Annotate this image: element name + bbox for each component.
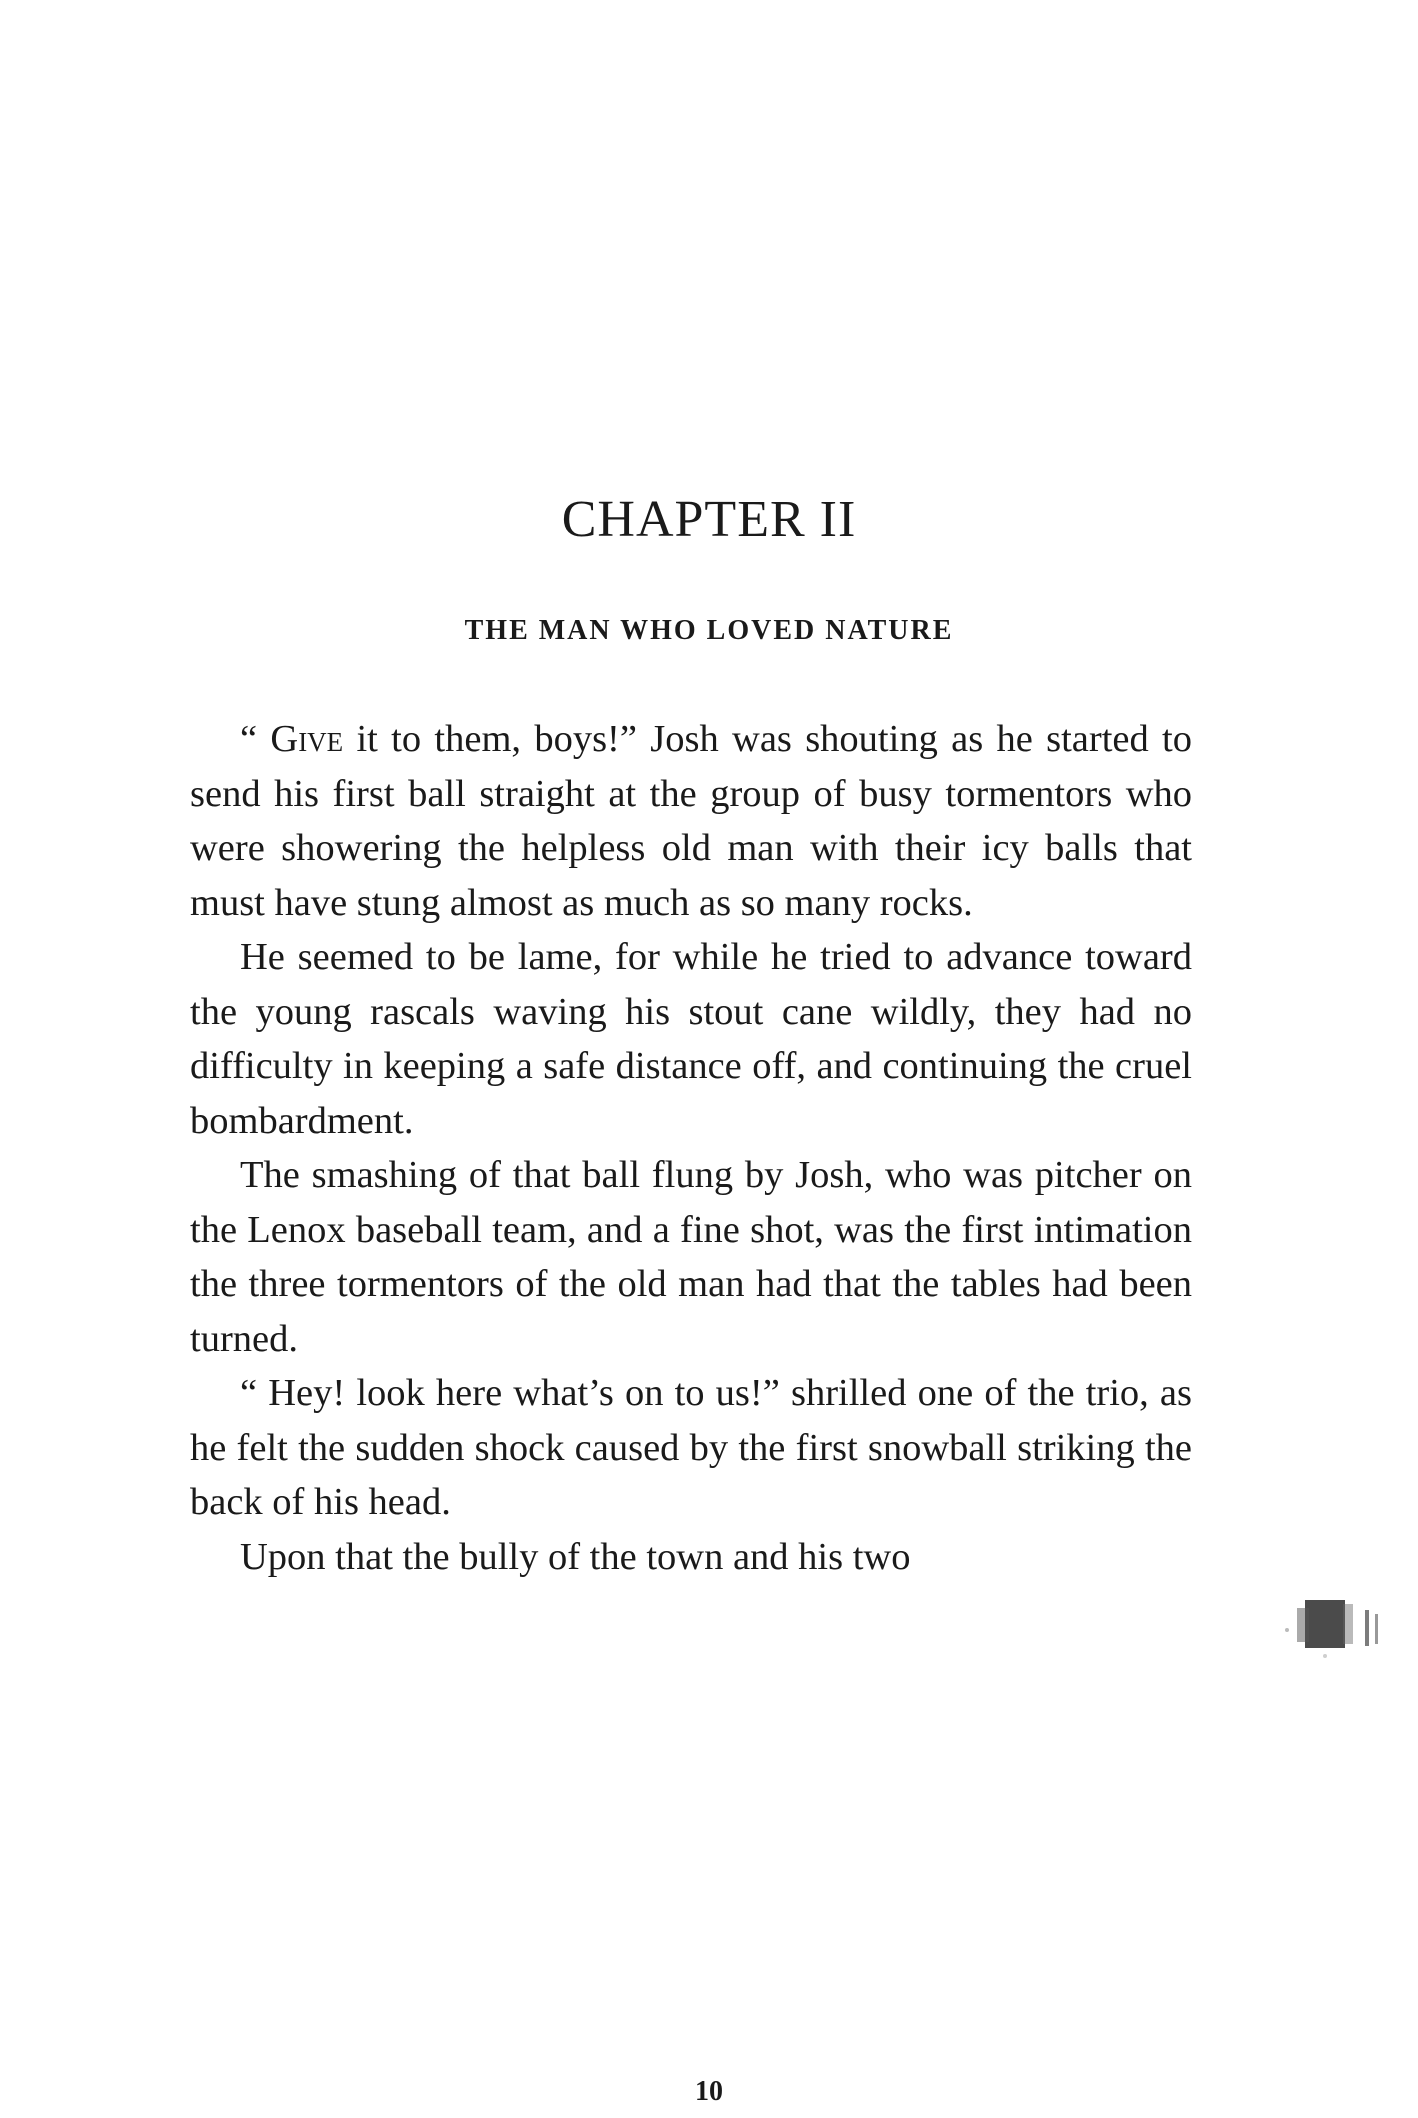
paragraph-1-text: it to them, boys!” Josh was shouting as he started to send his first ball straight at the group of busy tormentors who were showering the helpless old man with their icy balls that must have stung almost as much as so many rocks. <box>190 718 1192 924</box>
chapter-subtitle: THE MAN WHO LOVED NATURE <box>464 615 954 646</box>
scan-artifact <box>1275 1590 1385 1668</box>
paragraph-2: He seemed to be lame, for while he tried to advance toward the young rascals waving his stout cane wildly, they had no difficulty in keeping a safe distance off, and continuing the cruel bombardment. <box>190 936 1192 1142</box>
paragraph-1 <box>190 712 1192 930</box>
chapter-title: CHAPTER II <box>561 491 857 548</box>
page-number: 10 <box>695 2076 723 2107</box>
chapter-body <box>190 712 1192 1584</box>
opening-word: Give <box>270 718 344 760</box>
paragraph-4: “ Hey! look here what’s on to us!” shrilled one of the trio, as he felt the sudden shock caused by the first snowball striking the back of his head. <box>190 1372 1192 1523</box>
opening-quote: “ <box>240 718 271 760</box>
paragraph-3: The smashing of that ball flung by Josh, who was pitcher on the Lenox baseball team, and a fine shot, was the first intimation the three tormentors of the old man had that the tables had been turned. <box>190 1154 1192 1360</box>
paragraph-5: Upon that the bully of the town and his two <box>240 1535 911 1578</box>
